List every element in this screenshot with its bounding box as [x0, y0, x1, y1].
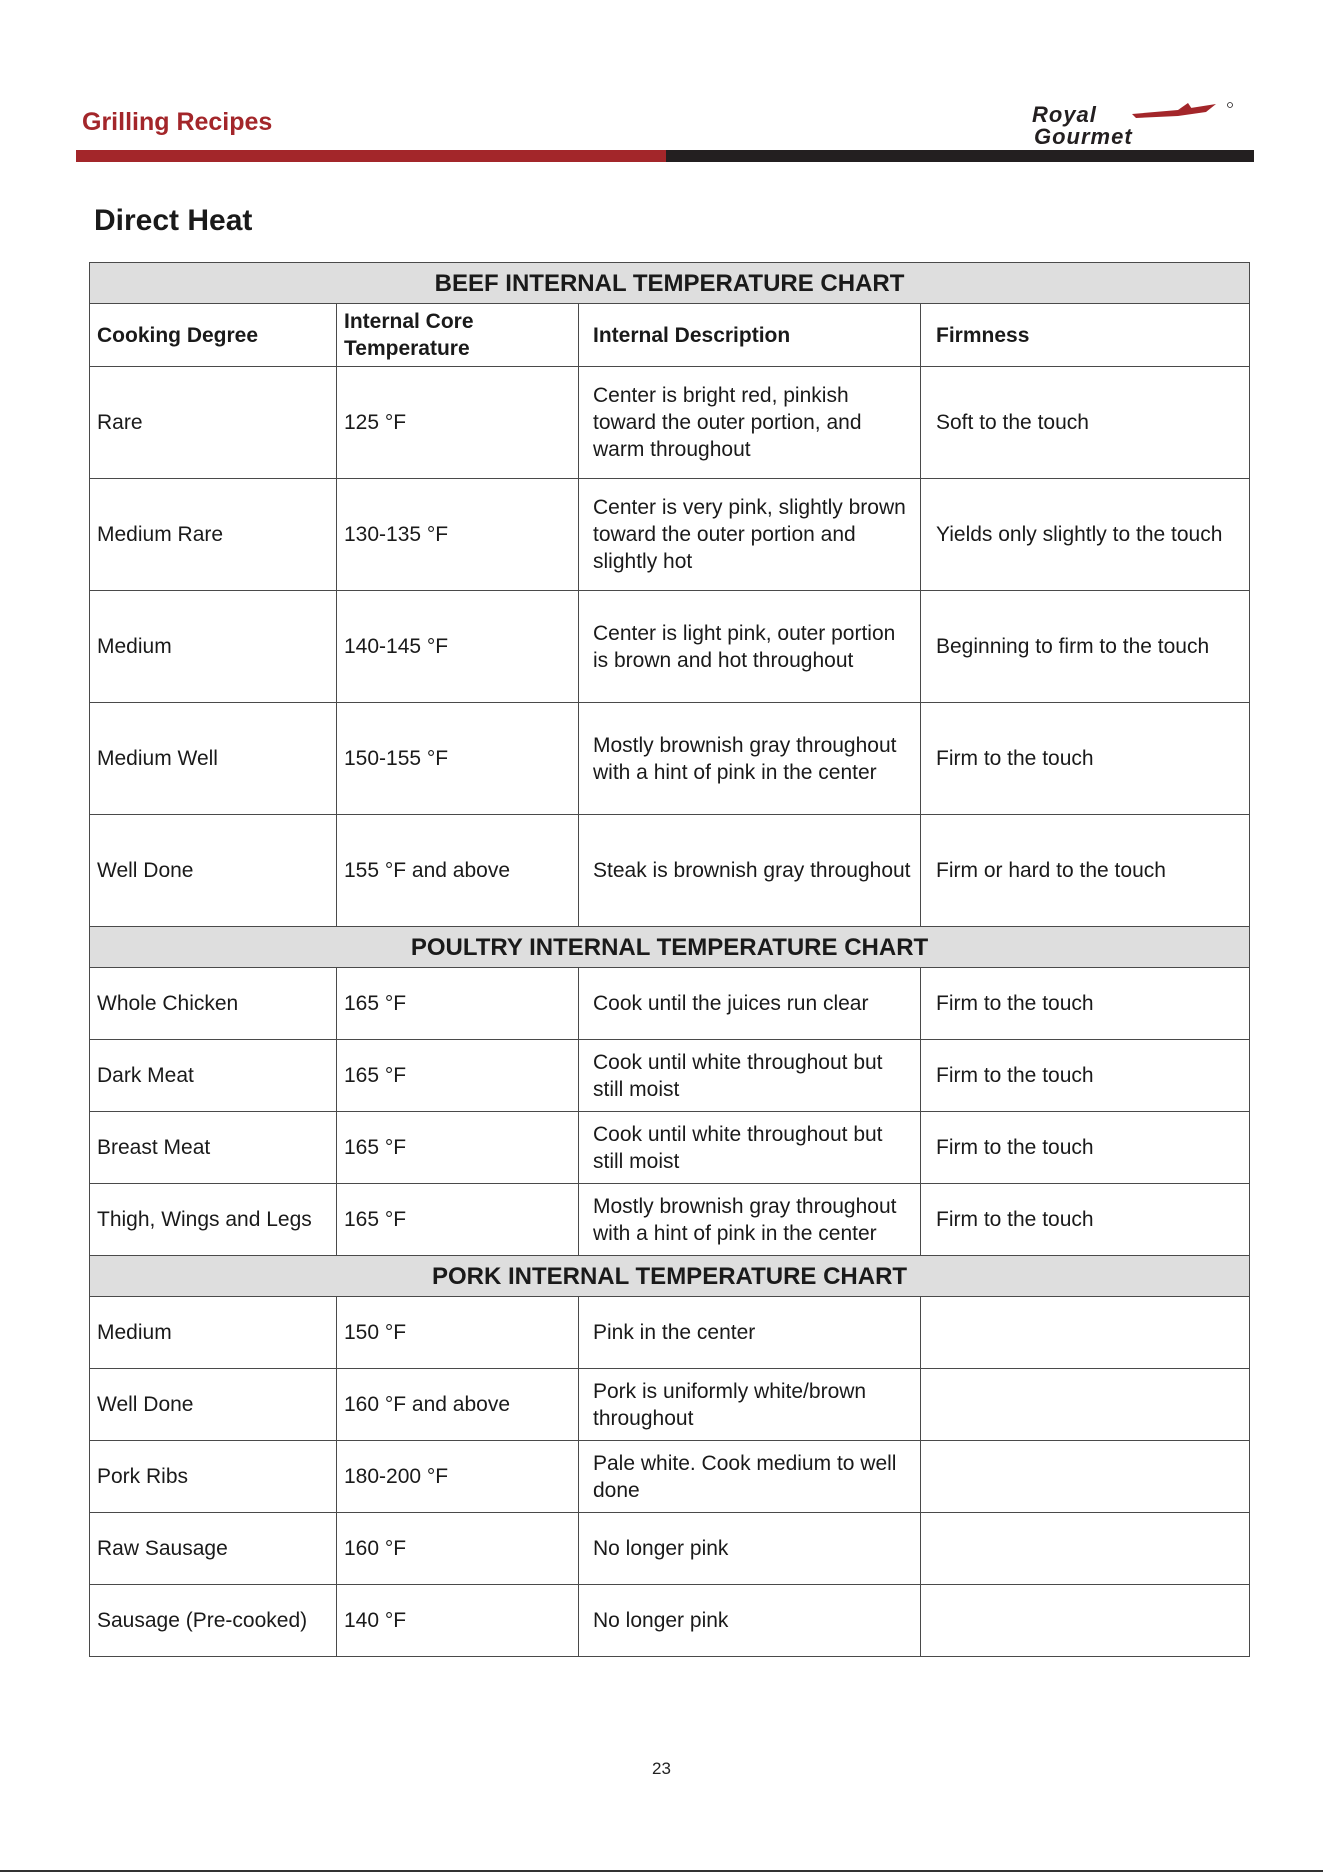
cooking-degree-cell: Medium: [90, 1297, 337, 1369]
firmness-cell: [921, 1513, 1250, 1585]
royal-gourmet-logo: [1028, 98, 1234, 148]
beef-table-row: [90, 703, 1250, 815]
firmness-cell: Yields only slightly to the touch: [921, 479, 1250, 591]
pork-chart-title: PORK INTERNAL TEMPERATURE CHART: [90, 1256, 1250, 1297]
poultry-banner-row: [90, 927, 1250, 968]
firmness-cell: Firm or hard to the touch: [921, 815, 1250, 927]
beef-chart-title: BEEF INTERNAL TEMPERATURE CHART: [90, 263, 1250, 304]
cooking-degree-cell: Breast Meat: [90, 1112, 337, 1184]
description-cell: Cook until white throughout but still moist: [579, 1112, 921, 1184]
temperature-cell: 165 °F: [337, 968, 579, 1040]
firmness-cell: [921, 1297, 1250, 1369]
svg-text:Gourmet: Gourmet: [1034, 124, 1133, 148]
firmness-cell: [921, 1441, 1250, 1513]
description-cell: Center is very pink, slightly brown toward the outer portion and slightly hot: [579, 479, 921, 591]
pork-table-row: [90, 1297, 1250, 1369]
poultry-chart-title: POULTRY INTERNAL TEMPERATURE CHART: [90, 927, 1250, 968]
temperature-cell: 165 °F: [337, 1112, 579, 1184]
temperature-cell: 180-200 °F: [337, 1441, 579, 1513]
pork-table-row: [90, 1585, 1250, 1657]
poultry-table-row: [90, 1040, 1250, 1112]
firmness-cell: [921, 1585, 1250, 1657]
beef-table-row: [90, 815, 1250, 927]
poultry-section: [90, 927, 1250, 1256]
firmness-cell: Firm to the touch: [921, 968, 1250, 1040]
pork-section: [90, 1256, 1250, 1657]
firmness-cell: Firm to the touch: [921, 1112, 1250, 1184]
description-cell: Mostly brownish gray throughout with a hint of pink in the center: [579, 703, 921, 815]
description-cell: Center is bright red, pinkish toward the outer portion, and warm throughout: [579, 367, 921, 479]
temperature-cell: 140-145 °F: [337, 591, 579, 703]
temperature-cell: 140 °F: [337, 1585, 579, 1657]
cooking-degree-cell: Pork Ribs: [90, 1441, 337, 1513]
pork-banner-row: [90, 1256, 1250, 1297]
cooking-degree-cell: Well Done: [90, 1369, 337, 1441]
beef-section: [90, 263, 1250, 927]
temperature-cell: 160 °F: [337, 1513, 579, 1585]
pork-table-row: [90, 1441, 1250, 1513]
temperature-cell: 150 °F: [337, 1297, 579, 1369]
description-cell: Center is light pink, outer portion is brown and hot throughout: [579, 591, 921, 703]
description-cell: Pork is uniformly white/brown throughout: [579, 1369, 921, 1441]
column-header-temperature: Internal Core Temperature: [337, 304, 579, 367]
cooking-degree-cell: Medium: [90, 591, 337, 703]
temperature-cell: 165 °F: [337, 1184, 579, 1256]
temperature-cell: 125 °F: [337, 367, 579, 479]
description-cell: No longer pink: [579, 1513, 921, 1585]
firmness-cell: Beginning to firm to the touch: [921, 591, 1250, 703]
header-rule-dark: [666, 150, 1254, 162]
description-cell: Cook until the juices run clear: [579, 968, 921, 1040]
header-rule-red: [76, 150, 666, 162]
description-cell: Cook until white throughout but still moist: [579, 1040, 921, 1112]
section-title: Direct Heat: [94, 204, 253, 237]
temperature-cell: 160 °F and above: [337, 1369, 579, 1441]
cooking-degree-cell: Rare: [90, 367, 337, 479]
page-number: 23: [652, 1759, 671, 1778]
temperature-cell: 155 °F and above: [337, 815, 579, 927]
cooking-degree-cell: Thigh, Wings and Legs: [90, 1184, 337, 1256]
cooking-degree-cell: Sausage (Pre-cooked): [90, 1585, 337, 1657]
cooking-degree-cell: Medium Well: [90, 703, 337, 815]
page-header-title: Grilling Recipes: [82, 108, 273, 136]
column-header-degree: Cooking Degree: [90, 304, 337, 367]
cooking-degree-cell: Well Done: [90, 815, 337, 927]
cooking-degree-cell: Whole Chicken: [90, 968, 337, 1040]
cooking-degree-cell: Medium Rare: [90, 479, 337, 591]
column-header-row: [90, 304, 1250, 367]
beef-table-row: [90, 367, 1250, 479]
description-cell: Steak is brownish gray throughout: [579, 815, 921, 927]
cooking-degree-cell: Raw Sausage: [90, 1513, 337, 1585]
pork-table-row: [90, 1369, 1250, 1441]
column-header-firmness: Firmness: [921, 304, 1250, 367]
beef-table-row: [90, 591, 1250, 703]
cooking-degree-cell: Dark Meat: [90, 1040, 337, 1112]
temperature-cell: 130-135 °F: [337, 479, 579, 591]
firmness-cell: Soft to the touch: [921, 367, 1250, 479]
temperature-cell: 165 °F: [337, 1040, 579, 1112]
temperature-chart-table: [89, 262, 1250, 1657]
beef-banner-row: [90, 263, 1250, 304]
firmness-cell: Firm to the touch: [921, 1184, 1250, 1256]
firmness-cell: Firm to the touch: [921, 703, 1250, 815]
firmness-cell: Firm to the touch: [921, 1040, 1250, 1112]
temperature-cell: 150-155 °F: [337, 703, 579, 815]
beef-table-row: [90, 479, 1250, 591]
firmness-cell: [921, 1369, 1250, 1441]
column-header-description: Internal Description: [579, 304, 921, 367]
poultry-table-row: [90, 1112, 1250, 1184]
description-cell: Pale white. Cook medium to well done: [579, 1441, 921, 1513]
description-cell: Mostly brownish gray throughout with a hint of pink in the center: [579, 1184, 921, 1256]
pork-table-row: [90, 1513, 1250, 1585]
poultry-table-row: [90, 1184, 1250, 1256]
poultry-table-row: [90, 968, 1250, 1040]
description-cell: Pink in the center: [579, 1297, 921, 1369]
svg-text:Royal: Royal: [1032, 102, 1097, 127]
description-cell: No longer pink: [579, 1585, 921, 1657]
